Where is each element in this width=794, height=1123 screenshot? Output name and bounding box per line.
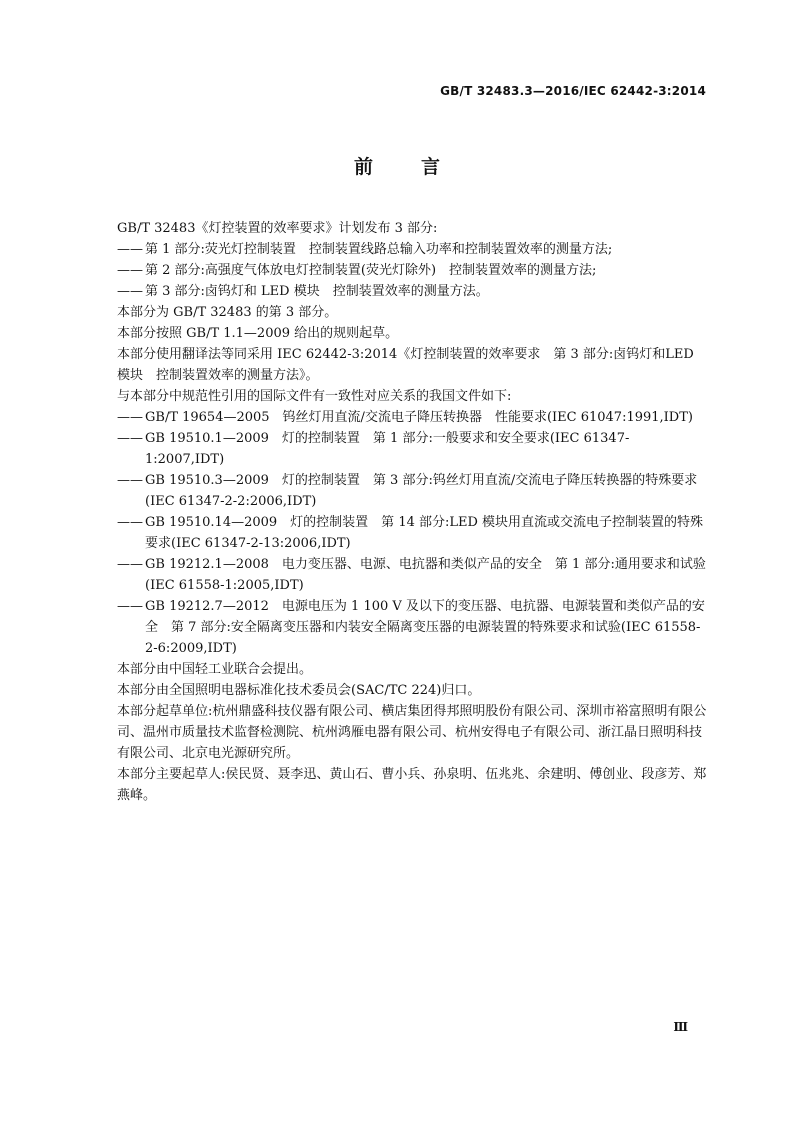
dash-marker: —— [117,431,143,446]
dash-marker: —— [117,410,143,425]
reference-item [117,554,707,596]
reference-item [117,470,707,512]
part-statement: 本部分为 GB/T 32483 的第 3 部分。 [117,305,338,320]
adoption-text: 本部分使用翻译法等同采用 IEC 62442-3:2014《灯控制装置的效率要求 第 3 部分:卤钨灯和LED 模块 控制装置效率的测量方法》。 [117,347,694,383]
reference-text: GB 19212.7—2012 电源电压为 1 100 V 及以下的变压器、电抗器、电源装置和类似产品的安全 第 7 部分:安全隔离变压器和内装安全隔离变压器的电源装置的特殊要求和试验(IEC 61558-2-6:2009,IDT) [145,599,705,656]
part-text: 第 3 部分:卤钨灯和 LED 模块 控制装置效率的测量方法。 [145,284,489,299]
drafters [89,764,707,806]
part-item [117,239,707,260]
page-title: 前言 [353,156,488,178]
dash-marker: —— [117,557,143,572]
standard-number: GB/T 32483.3—2016/IEC 62442-3:2014 [440,84,706,98]
dash-marker: —— [117,284,143,299]
document-body [117,218,707,806]
reference-text: GB/T 19654—2005 钨丝灯用直流/交流电子降压转换器 性能要求(IEC 61047:1991,IDT) [145,410,693,425]
dash-marker: —— [117,242,143,257]
drafting-units-text: 本部分起草单位:杭州鼎盛科技仪器有限公司、横店集团得邦照明股份有限公司、深圳市裕富照明有限公司、温州市质量技术监督检测院、杭州鸿雁电器有限公司、杭州安得电子有限公司、浙江晶日照明科技有限公司、北京电光源研究所。 [117,704,707,761]
intro-paragraph: GB/T 32483《灯控装置的效率要求》计划发布 3 部分: [117,221,438,236]
page-number: Ⅲ [673,1020,688,1034]
part-item [117,260,707,281]
committee-statement: 本部分由全国照明电器标准化技术委员会(SAC/TC 224)归口。 [117,683,481,698]
references-intro: 与本部分中规范性引用的国际文件有一致性对应关系的我国文件如下: [117,389,512,404]
dash-marker: —— [117,473,143,488]
reference-item [117,428,707,470]
adoption-statement [89,344,707,386]
dash-marker: —— [117,263,143,278]
reference-text: GB 19510.1—2009 灯的控制装置 第 1 部分:一般要求和安全要求(IEC 61347-1:2007,IDT) [145,431,630,467]
part-text: 第 2 部分:高强度气体放电灯控制装置(荧光灯除外) 控制装置效率的测量方法; [145,263,597,278]
proposer-statement: 本部分由中国轻工业联合会提出。 [117,662,313,677]
drafters-text: 本部分主要起草人:侯民贤、聂李迅、黄山石、曹小兵、孙泉明、伍兆兆、余建明、傅创业、段彦芳、郑燕峰。 [117,767,707,803]
reference-item [117,512,707,554]
part-text: 第 1 部分:荧光灯控制装置 控制装置线路总输入功率和控制装置效率的测量方法; [145,242,613,257]
drafting-rules: 本部分按照 GB/T 1.1—2009 给出的规则起草。 [117,326,399,341]
reference-text: GB 19510.14—2009 灯的控制装置 第 14 部分:LED 模块用直流或交流电子控制装置的特殊要求(IEC 61347-2-13:2006,IDT) [145,515,704,551]
reference-item [117,596,707,659]
drafting-units [89,701,707,764]
dash-marker: —— [117,599,143,614]
dash-marker: —— [117,515,143,530]
reference-text: GB 19510.3—2009 灯的控制装置 第 3 部分:钨丝灯用直流/交流电子降压转换器的特殊要求(IEC 61347-2-2:2006,IDT) [145,473,698,509]
reference-text: GB 19212.1—2008 电力变压器、电源、电抗器和类似产品的安全 第 1 部分:通用要求和试验(IEC 61558-1:2005,IDT) [145,557,706,593]
reference-item [117,407,707,428]
part-item [117,281,707,302]
